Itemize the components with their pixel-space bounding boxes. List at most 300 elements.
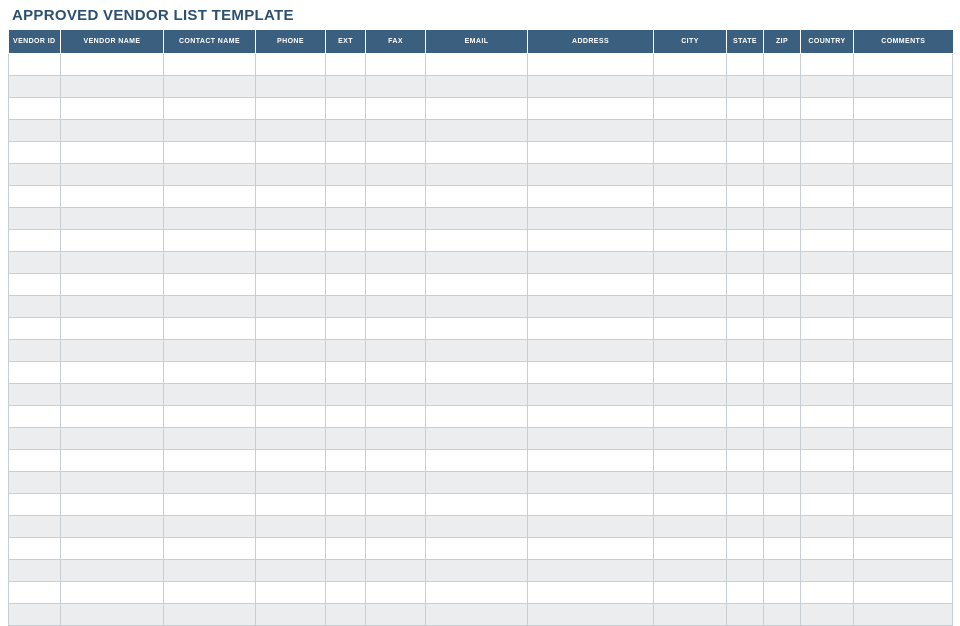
table-cell[interactable] [654,208,727,230]
table-cell[interactable] [326,274,366,296]
table-cell[interactable] [256,582,326,604]
table-cell[interactable] [9,472,61,494]
table-cell[interactable] [801,98,854,120]
table-cell[interactable] [801,406,854,428]
table-cell[interactable] [801,76,854,98]
table-cell[interactable] [528,340,654,362]
table-cell[interactable] [426,274,528,296]
table-cell[interactable] [256,76,326,98]
table-cell[interactable] [164,362,256,384]
table-cell[interactable] [366,142,426,164]
table-cell[interactable] [9,318,61,340]
table-cell[interactable] [256,252,326,274]
table-cell[interactable] [256,560,326,582]
table-cell[interactable] [256,384,326,406]
table-cell[interactable] [326,362,366,384]
table-cell[interactable] [256,274,326,296]
column-header-ext[interactable]: EXT [326,30,366,54]
table-cell[interactable] [366,560,426,582]
table-cell[interactable] [727,76,764,98]
table-cell[interactable] [256,296,326,318]
table-cell[interactable] [9,54,61,76]
table-cell[interactable] [654,296,727,318]
table-cell[interactable] [727,208,764,230]
table-cell[interactable] [326,494,366,516]
table-cell[interactable] [654,472,727,494]
table-cell[interactable] [61,516,164,538]
table-cell[interactable] [9,208,61,230]
table-cell[interactable] [854,252,953,274]
table-cell[interactable] [764,428,801,450]
table-cell[interactable] [426,340,528,362]
table-cell[interactable] [256,516,326,538]
table-cell[interactable] [61,98,164,120]
table-cell[interactable] [528,362,654,384]
table-cell[interactable] [764,296,801,318]
table-cell[interactable] [61,296,164,318]
table-cell[interactable] [426,362,528,384]
table-cell[interactable] [727,164,764,186]
table-cell[interactable] [654,538,727,560]
table-cell[interactable] [61,208,164,230]
table-cell[interactable] [764,362,801,384]
table-cell[interactable] [854,560,953,582]
table-cell[interactable] [654,494,727,516]
table-cell[interactable] [164,406,256,428]
table-cell[interactable] [164,428,256,450]
table-cell[interactable] [727,362,764,384]
table-cell[interactable] [801,252,854,274]
table-cell[interactable] [9,538,61,560]
table-cell[interactable] [9,274,61,296]
table-cell[interactable] [61,384,164,406]
table-cell[interactable] [61,120,164,142]
table-cell[interactable] [326,186,366,208]
table-cell[interactable] [9,76,61,98]
table-cell[interactable] [366,406,426,428]
table-cell[interactable] [9,164,61,186]
column-header-country[interactable]: COUNTRY [801,30,854,54]
table-cell[interactable] [366,472,426,494]
table-cell[interactable] [854,494,953,516]
table-cell[interactable] [9,494,61,516]
table-cell[interactable] [854,54,953,76]
table-cell[interactable] [426,54,528,76]
table-cell[interactable] [366,340,426,362]
table-cell[interactable] [256,142,326,164]
table-cell[interactable] [854,318,953,340]
table-cell[interactable] [801,296,854,318]
table-cell[interactable] [366,76,426,98]
table-cell[interactable] [727,230,764,252]
table-cell[interactable] [164,582,256,604]
table-cell[interactable] [164,230,256,252]
table-cell[interactable] [326,582,366,604]
table-cell[interactable] [426,120,528,142]
table-cell[interactable] [326,340,366,362]
table-cell[interactable] [256,340,326,362]
column-header-fax[interactable]: FAX [366,30,426,54]
table-cell[interactable] [764,516,801,538]
column-header-vendor-name[interactable]: VENDOR NAME [61,30,164,54]
table-cell[interactable] [164,120,256,142]
table-cell[interactable] [9,230,61,252]
table-cell[interactable] [326,450,366,472]
table-cell[interactable] [764,450,801,472]
table-cell[interactable] [9,428,61,450]
table-cell[interactable] [164,340,256,362]
table-cell[interactable] [426,230,528,252]
table-cell[interactable] [801,428,854,450]
table-cell[interactable] [366,384,426,406]
table-cell[interactable] [528,76,654,98]
table-cell[interactable] [801,230,854,252]
table-cell[interactable] [727,142,764,164]
table-cell[interactable] [528,472,654,494]
table-cell[interactable] [801,208,854,230]
table-cell[interactable] [61,428,164,450]
table-cell[interactable] [326,560,366,582]
table-cell[interactable] [764,98,801,120]
table-cell[interactable] [528,406,654,428]
table-cell[interactable] [61,164,164,186]
table-cell[interactable] [727,120,764,142]
table-cell[interactable] [366,186,426,208]
table-cell[interactable] [654,406,727,428]
table-cell[interactable] [854,428,953,450]
table-cell[interactable] [256,230,326,252]
table-cell[interactable] [164,472,256,494]
table-cell[interactable] [61,582,164,604]
table-cell[interactable] [727,494,764,516]
table-cell[interactable] [801,538,854,560]
table-cell[interactable] [727,538,764,560]
table-cell[interactable] [654,340,727,362]
table-cell[interactable] [727,252,764,274]
table-cell[interactable] [326,142,366,164]
table-cell[interactable] [727,428,764,450]
table-cell[interactable] [801,142,854,164]
table-cell[interactable] [426,208,528,230]
column-header-phone[interactable]: PHONE [256,30,326,54]
table-cell[interactable] [426,516,528,538]
table-cell[interactable] [654,516,727,538]
table-cell[interactable] [366,538,426,560]
table-cell[interactable] [326,472,366,494]
table-cell[interactable] [854,538,953,560]
table-cell[interactable] [164,186,256,208]
table-cell[interactable] [727,406,764,428]
table-cell[interactable] [727,98,764,120]
table-cell[interactable] [654,54,727,76]
table-cell[interactable] [764,120,801,142]
table-cell[interactable] [366,450,426,472]
table-cell[interactable] [426,428,528,450]
column-header-address[interactable]: ADDRESS [528,30,654,54]
table-cell[interactable] [256,164,326,186]
table-cell[interactable] [764,208,801,230]
table-cell[interactable] [801,362,854,384]
table-cell[interactable] [727,472,764,494]
table-cell[interactable] [426,186,528,208]
table-cell[interactable] [61,340,164,362]
table-cell[interactable] [9,604,61,626]
table-cell[interactable] [854,450,953,472]
table-cell[interactable] [426,582,528,604]
table-cell[interactable] [801,450,854,472]
table-cell[interactable] [366,428,426,450]
table-cell[interactable] [854,76,953,98]
table-cell[interactable] [764,494,801,516]
table-cell[interactable] [61,560,164,582]
table-cell[interactable] [528,142,654,164]
table-cell[interactable] [9,406,61,428]
table-cell[interactable] [854,604,953,626]
table-cell[interactable] [528,120,654,142]
table-cell[interactable] [854,582,953,604]
table-cell[interactable] [326,604,366,626]
table-cell[interactable] [654,318,727,340]
table-cell[interactable] [764,472,801,494]
table-cell[interactable] [528,604,654,626]
table-cell[interactable] [727,340,764,362]
table-cell[interactable] [426,384,528,406]
column-header-comments[interactable]: COMMENTS [854,30,953,54]
table-cell[interactable] [326,252,366,274]
table-cell[interactable] [801,120,854,142]
table-cell[interactable] [326,164,366,186]
table-cell[interactable] [256,472,326,494]
table-cell[interactable] [366,582,426,604]
column-header-contact-name[interactable]: CONTACT NAME [164,30,256,54]
table-cell[interactable] [326,384,366,406]
table-cell[interactable] [654,98,727,120]
table-cell[interactable] [366,164,426,186]
table-cell[interactable] [256,98,326,120]
table-cell[interactable] [164,604,256,626]
table-cell[interactable] [61,406,164,428]
table-cell[interactable] [764,340,801,362]
table-cell[interactable] [9,582,61,604]
table-cell[interactable] [854,274,953,296]
table-cell[interactable] [654,142,727,164]
table-cell[interactable] [764,604,801,626]
table-cell[interactable] [801,384,854,406]
table-cell[interactable] [654,164,727,186]
table-cell[interactable] [366,318,426,340]
table-cell[interactable] [764,186,801,208]
table-cell[interactable] [764,560,801,582]
table-cell[interactable] [801,318,854,340]
table-cell[interactable] [854,208,953,230]
table-cell[interactable] [164,296,256,318]
table-cell[interactable] [256,406,326,428]
table-cell[interactable] [61,318,164,340]
table-cell[interactable] [9,186,61,208]
table-cell[interactable] [426,296,528,318]
table-cell[interactable] [764,582,801,604]
table-cell[interactable] [9,252,61,274]
table-cell[interactable] [164,208,256,230]
table-cell[interactable] [528,164,654,186]
table-cell[interactable] [326,538,366,560]
table-cell[interactable] [256,428,326,450]
table-cell[interactable] [61,472,164,494]
table-cell[interactable] [654,582,727,604]
table-cell[interactable] [61,450,164,472]
table-cell[interactable] [366,296,426,318]
table-cell[interactable] [366,494,426,516]
table-cell[interactable] [366,274,426,296]
table-cell[interactable] [326,516,366,538]
table-cell[interactable] [854,120,953,142]
table-cell[interactable] [61,186,164,208]
table-cell[interactable] [654,428,727,450]
table-cell[interactable] [164,450,256,472]
table-cell[interactable] [326,54,366,76]
table-cell[interactable] [164,318,256,340]
table-cell[interactable] [801,472,854,494]
table-cell[interactable] [854,296,953,318]
table-cell[interactable] [528,516,654,538]
table-cell[interactable] [326,318,366,340]
table-cell[interactable] [164,252,256,274]
table-cell[interactable] [528,208,654,230]
table-cell[interactable] [727,582,764,604]
table-cell[interactable] [426,604,528,626]
table-cell[interactable] [164,494,256,516]
table-cell[interactable] [654,186,727,208]
column-header-zip[interactable]: ZIP [764,30,801,54]
table-cell[interactable] [426,252,528,274]
table-cell[interactable] [528,318,654,340]
table-cell[interactable] [528,54,654,76]
table-cell[interactable] [528,252,654,274]
table-cell[interactable] [326,296,366,318]
table-cell[interactable] [764,384,801,406]
table-cell[interactable] [764,142,801,164]
table-cell[interactable] [801,604,854,626]
table-cell[interactable] [366,516,426,538]
table-cell[interactable] [654,362,727,384]
table-cell[interactable] [727,274,764,296]
table-cell[interactable] [164,274,256,296]
table-cell[interactable] [854,142,953,164]
table-cell[interactable] [9,450,61,472]
table-cell[interactable] [9,296,61,318]
table-cell[interactable] [854,516,953,538]
table-cell[interactable] [426,142,528,164]
table-cell[interactable] [256,208,326,230]
table-cell[interactable] [61,538,164,560]
table-cell[interactable] [164,164,256,186]
table-cell[interactable] [801,164,854,186]
table-cell[interactable] [528,428,654,450]
table-cell[interactable] [326,428,366,450]
table-cell[interactable] [528,230,654,252]
table-cell[interactable] [61,54,164,76]
table-cell[interactable] [366,230,426,252]
table-cell[interactable] [256,54,326,76]
table-cell[interactable] [854,384,953,406]
table-cell[interactable] [654,604,727,626]
table-cell[interactable] [426,98,528,120]
table-cell[interactable] [854,186,953,208]
table-cell[interactable] [654,76,727,98]
table-cell[interactable] [528,384,654,406]
table-cell[interactable] [61,142,164,164]
table-cell[interactable] [326,120,366,142]
table-cell[interactable] [366,604,426,626]
table-cell[interactable] [654,120,727,142]
table-cell[interactable] [164,98,256,120]
table-cell[interactable] [654,274,727,296]
table-cell[interactable] [727,186,764,208]
table-cell[interactable] [528,296,654,318]
table-cell[interactable] [764,252,801,274]
table-cell[interactable] [326,406,366,428]
table-cell[interactable] [727,384,764,406]
table-cell[interactable] [256,604,326,626]
table-cell[interactable] [256,120,326,142]
table-cell[interactable] [256,186,326,208]
table-cell[interactable] [9,340,61,362]
table-cell[interactable] [164,560,256,582]
table-cell[interactable] [426,318,528,340]
table-cell[interactable] [528,450,654,472]
table-cell[interactable] [727,296,764,318]
table-cell[interactable] [61,252,164,274]
table-cell[interactable] [764,406,801,428]
table-cell[interactable] [727,560,764,582]
table-cell[interactable] [528,538,654,560]
table-cell[interactable] [9,516,61,538]
table-cell[interactable] [654,560,727,582]
table-cell[interactable] [366,98,426,120]
table-cell[interactable] [801,582,854,604]
table-cell[interactable] [764,230,801,252]
table-cell[interactable] [9,560,61,582]
table-cell[interactable] [256,318,326,340]
table-cell[interactable] [764,318,801,340]
table-cell[interactable] [326,230,366,252]
table-cell[interactable] [426,538,528,560]
table-cell[interactable] [326,76,366,98]
table-cell[interactable] [61,604,164,626]
table-cell[interactable] [801,186,854,208]
table-cell[interactable] [764,76,801,98]
table-cell[interactable] [801,274,854,296]
column-header-vendor-id[interactable]: VENDOR ID [9,30,61,54]
table-cell[interactable] [654,384,727,406]
table-cell[interactable] [366,120,426,142]
table-cell[interactable] [164,384,256,406]
table-cell[interactable] [528,274,654,296]
column-header-state[interactable]: STATE [727,30,764,54]
table-cell[interactable] [426,560,528,582]
table-cell[interactable] [326,208,366,230]
table-cell[interactable] [854,164,953,186]
table-cell[interactable] [801,494,854,516]
table-cell[interactable] [727,604,764,626]
table-cell[interactable] [801,54,854,76]
column-header-city[interactable]: CITY [654,30,727,54]
table-cell[interactable] [727,318,764,340]
table-cell[interactable] [727,516,764,538]
table-cell[interactable] [764,54,801,76]
table-cell[interactable] [764,274,801,296]
table-cell[interactable] [164,516,256,538]
